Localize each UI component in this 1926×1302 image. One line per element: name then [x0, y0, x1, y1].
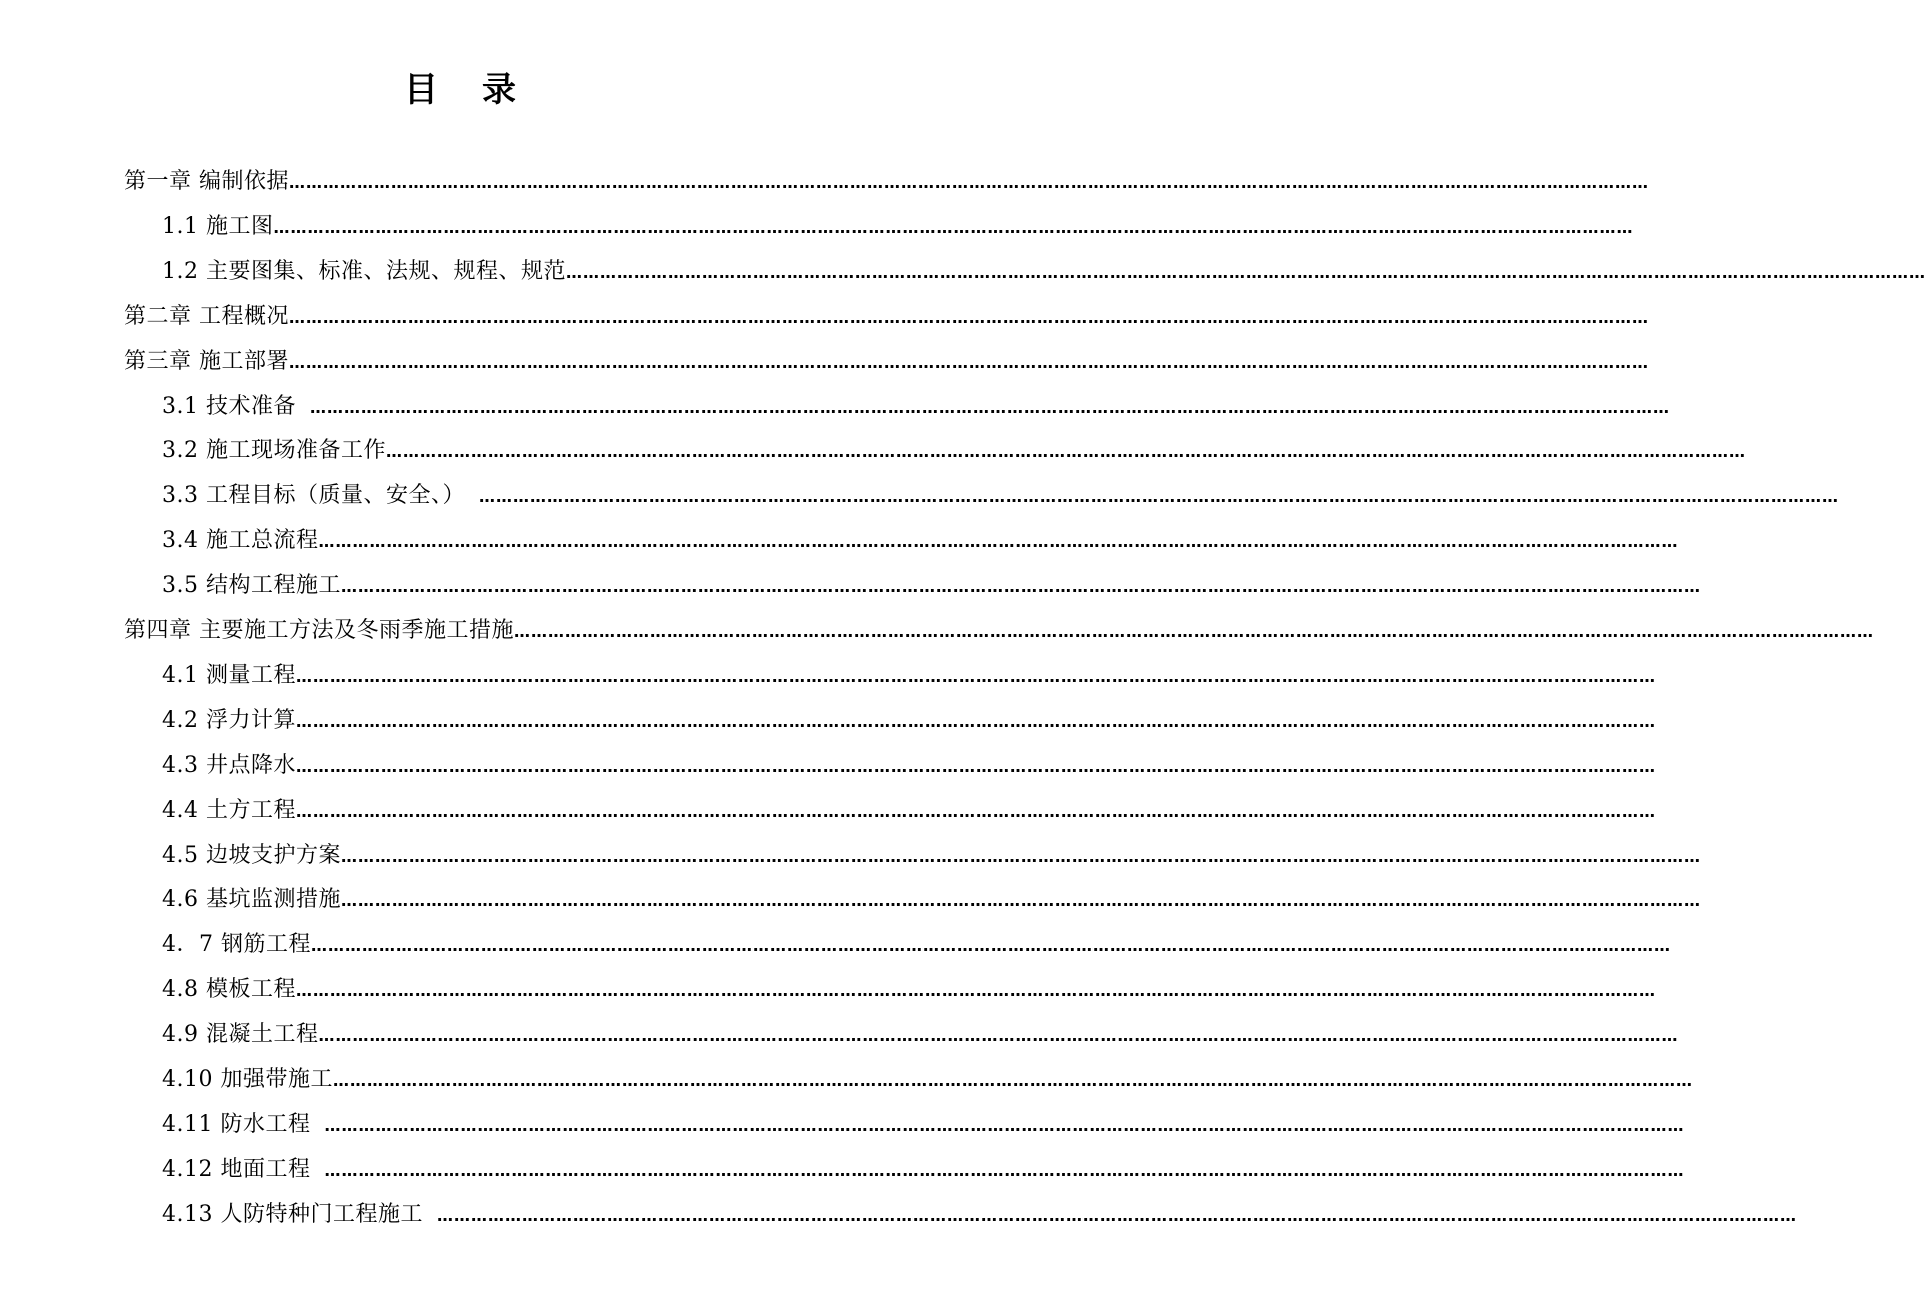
toc-leader-dots: ……………………………………………………………………………………………………………………………………………………………………………………………………………………	[324, 1115, 1685, 1135]
toc-entry-label: 第一章 编制依据	[124, 169, 289, 194]
toc-leader-dots: ……………………………………………………………………………………………………………………………………………………………………………………………………………………	[273, 217, 1634, 237]
toc-entry-label: 4.11 防水工程	[162, 1111, 311, 1137]
toc-entry-label: 3.1 技术准备	[162, 393, 296, 419]
toc-entry-label: 4.2 浮力计算	[162, 707, 296, 733]
toc-section-entry[interactable]	[162, 525, 1679, 557]
toc-entry-label: 第二章 工程概况	[124, 303, 289, 329]
toc-leader-dots: ……………………………………………………………………………………………………………………………………………………………………………………………………………………	[295, 801, 1656, 821]
toc-section-entry[interactable]	[162, 1064, 1693, 1096]
toc-leader-dots: ……………………………………………………………………………………………………………………………………………………………………………………………………………………	[565, 262, 1926, 282]
toc-entry-label: 4.3 井点降水	[162, 752, 296, 778]
toc-section-entry[interactable]	[162, 1199, 1797, 1231]
toc-leader-dots: ……………………………………………………………………………………………………………………………………………………………………………………………………………………	[478, 487, 1839, 507]
toc-section-entry[interactable]	[162, 256, 1926, 288]
toc-entry-label: 1.2 主要图集、标准、法规、规程、规范	[162, 258, 566, 284]
toc-leader-dots: ……………………………………………………………………………………………………………………………………………………………………………………………………………………	[311, 936, 1671, 956]
toc-leader-dots: ……………………………………………………………………………………………………………………………………………………………………………………………………………………	[289, 307, 1649, 327]
toc-entry-label: 3.3 工程目标（质量、安全、）	[162, 483, 465, 509]
toc-section-entry[interactable]	[162, 795, 1656, 827]
toc-section-entry[interactable]	[162, 884, 1701, 916]
toc-section-entry[interactable]	[162, 1019, 1679, 1051]
toc-section-entry[interactable]	[162, 211, 1634, 243]
toc-entry-label: 4.12 地面工程	[162, 1156, 311, 1182]
toc-chapter-entry[interactable]	[124, 166, 1649, 198]
toc-entry-label: 4.6 基坑监测措施	[162, 887, 341, 913]
toc-entry-label: 1.1 施工图	[162, 213, 274, 239]
toc-section-entry[interactable]	[162, 480, 1839, 512]
toc-entry-label: 4.8 模板工程	[162, 977, 296, 1003]
toc-section-entry[interactable]	[162, 660, 1656, 692]
toc-entry-label: 4.13 人防特种门工程施工	[162, 1201, 423, 1227]
toc-chapter-entry[interactable]	[124, 346, 1649, 378]
toc-entry-label: 4.1 测量工程	[162, 662, 296, 688]
toc-section-entry[interactable]	[162, 705, 1656, 737]
toc-section-entry[interactable]	[162, 1154, 1685, 1186]
toc-section-entry[interactable]	[162, 1109, 1685, 1141]
toc-leader-dots: ……………………………………………………………………………………………………………………………………………………………………………………………………………………	[295, 711, 1656, 731]
toc-leader-dots: ……………………………………………………………………………………………………………………………………………………………………………………………………………………	[289, 173, 1649, 192]
toc-entry-label: 4．7 钢筋工程	[162, 932, 311, 958]
toc-entry-label: 3.2 施工现场准备工作	[162, 438, 386, 464]
toc-entry-label: 3.4 施工总流程	[162, 528, 319, 554]
page-title: 目录	[404, 70, 560, 110]
toc-leader-dots: ……………………………………………………………………………………………………………………………………………………………………………………………………………………	[318, 532, 1679, 552]
toc-leader-dots: ……………………………………………………………………………………………………………………………………………………………………………………………………………………	[332, 1071, 1693, 1090]
toc-entry-label: 4.10 加强带施工	[162, 1067, 333, 1092]
toc-leader-dots: ……………………………………………………………………………………………………………………………………………………………………………………………………………………	[289, 352, 1649, 372]
toc-leader-dots: ……………………………………………………………………………………………………………………………………………………………………………………………………………………	[295, 666, 1656, 686]
toc-entry-label: 4.4 土方工程	[162, 797, 296, 823]
toc-section-entry[interactable]	[162, 391, 1670, 423]
toc-leader-dots: ……………………………………………………………………………………………………………………………………………………………………………………………………………………	[514, 622, 1874, 641]
toc-section-entry[interactable]	[162, 840, 1701, 872]
toc-entry-label: 4.5 边坡支护方案	[162, 842, 341, 868]
toc-leader-dots: ……………………………………………………………………………………………………………………………………………………………………………………………………………………	[309, 397, 1670, 417]
toc-entry-label: 4.9 混凝土工程	[162, 1022, 319, 1048]
toc-section-entry[interactable]	[162, 435, 1746, 467]
toc-chapter-entry[interactable]	[124, 301, 1649, 333]
toc-leader-dots: ……………………………………………………………………………………………………………………………………………………………………………………………………………………	[295, 981, 1656, 1001]
toc-leader-dots: ……………………………………………………………………………………………………………………………………………………………………………………………………………………	[324, 1160, 1685, 1180]
toc-chapter-entry[interactable]	[124, 615, 1874, 647]
toc-section-entry[interactable]	[162, 750, 1656, 782]
toc-leader-dots: ……………………………………………………………………………………………………………………………………………………………………………………………………………………	[318, 1026, 1679, 1046]
toc-entry-label: 第三章 施工部署	[124, 348, 289, 374]
toc-leader-dots: ……………………………………………………………………………………………………………………………………………………………………………………………………………………	[436, 1205, 1797, 1225]
toc-entry-label: 第四章 主要施工方法及冬雨季施工措施	[124, 618, 514, 643]
toc-leader-dots: ……………………………………………………………………………………………………………………………………………………………………………………………………………………	[340, 891, 1701, 911]
toc-leader-dots: ……………………………………………………………………………………………………………………………………………………………………………………………………………………	[340, 577, 1701, 597]
toc-section-entry[interactable]	[162, 929, 1671, 961]
toc-entry-label: 3.5 结构工程施工	[162, 573, 341, 599]
toc-leader-dots: ……………………………………………………………………………………………………………………………………………………………………………………………………………………	[340, 846, 1701, 866]
toc-section-entry[interactable]	[162, 570, 1701, 602]
toc-leader-dots: ……………………………………………………………………………………………………………………………………………………………………………………………………………………	[295, 756, 1656, 776]
toc-section-entry[interactable]	[162, 974, 1656, 1006]
toc-leader-dots: ……………………………………………………………………………………………………………………………………………………………………………………………………………………	[385, 442, 1746, 462]
